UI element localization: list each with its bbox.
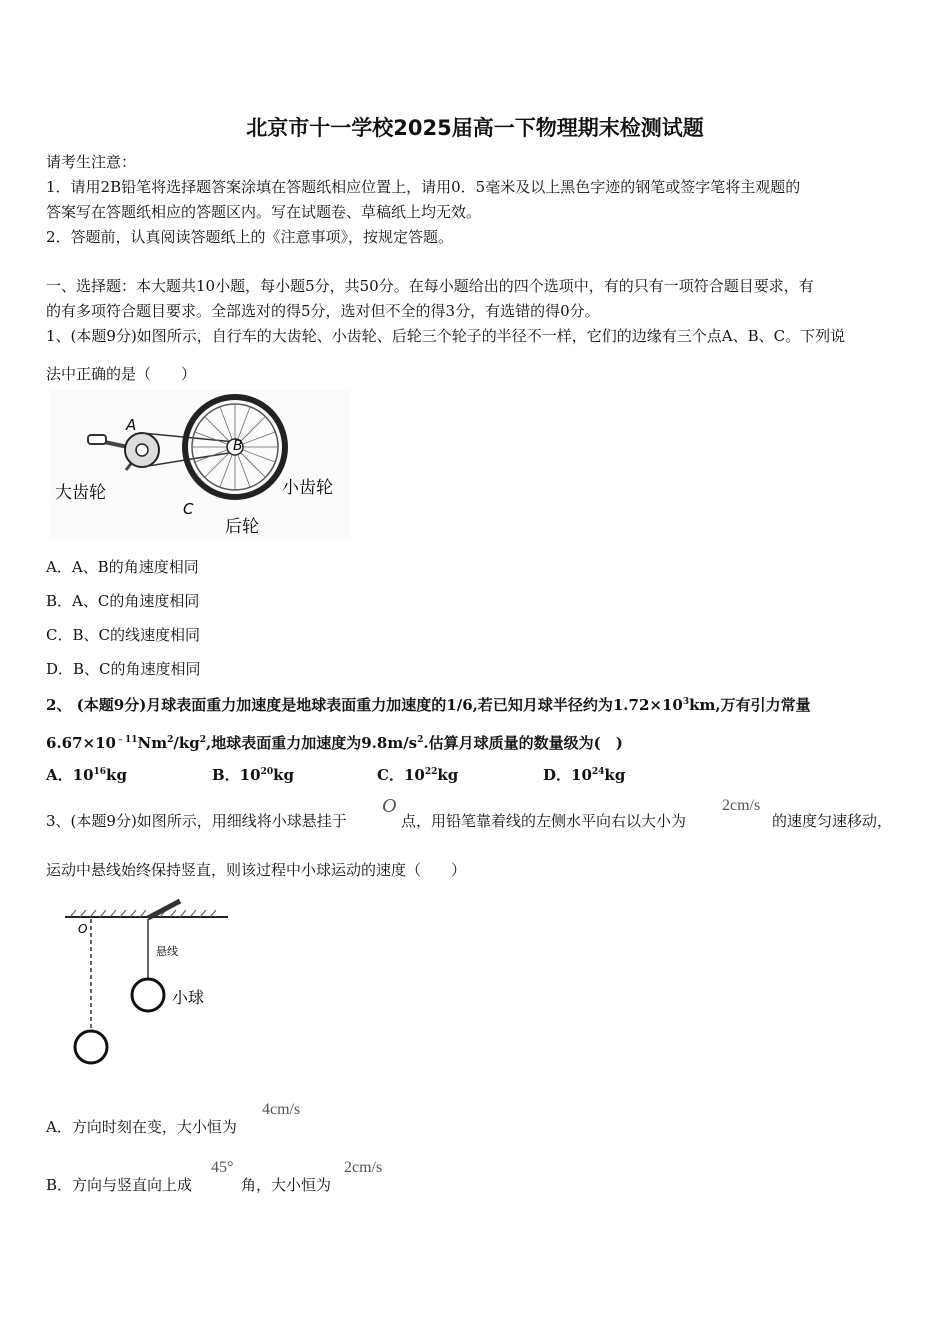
label-a: A: [126, 416, 137, 434]
q1-option-d: D．B、C的角速度相同: [46, 660, 201, 678]
q1-option-a: A．A、B的角速度相同: [46, 558, 199, 576]
notice-line-1: 1．请用2B铅笔将选择题答案涂填在答题纸相应位置上，请用0．5毫米及以上黑色字迹的钢笔或签字笔将主观题的: [46, 178, 801, 196]
q1-option-c: C．B、C的线速度相同: [46, 626, 200, 644]
q3-line-1-start: 3、(本题9分)如图所示，用细线将小球悬挂于: [46, 812, 347, 830]
q1-option-b: B．A、C的角速度相同: [46, 592, 200, 610]
label-b: B: [233, 438, 243, 454]
pendulum-string-label: 悬线: [156, 945, 178, 958]
q1-line-2: 法中正确的是（ ）: [46, 365, 197, 383]
q1-line-1: 1、(本题9分)如图所示，自行车的大齿轮、小齿轮、后轮三个轮子的半径不一样，它们的边缘有三个点A、B、C。下列说: [46, 327, 846, 345]
page-title: 北京市十一学校2025届高一下物理期末检测试题: [246, 116, 704, 140]
section-line-2: 的有多项符合题目要求。全部选对的得5分，选对但不全的得3分，有选错的得0分。: [46, 302, 600, 320]
notice-heading: 请考生注意：: [46, 153, 137, 171]
label-small-gear: 小齿轮: [282, 478, 333, 498]
label-rear-wheel: 后轮: [225, 517, 259, 537]
q3-line-1-end: 的速度匀速移动，: [772, 812, 893, 830]
section-line-1: 一、选择题：本大题共10小题，每小题5分，共50分。在每小题给出的四个选项中，有的只有一项符合题目要求，有: [46, 277, 814, 295]
q2-option-a: A．$10^{16}kg$: [46, 766, 127, 784]
q3-option-a-speed: 4cm/s: [262, 1101, 301, 1118]
q3-option-b-mid: 角，大小恒为: [241, 1176, 332, 1194]
pendulum-o-label: O: [78, 922, 88, 936]
q3-option-b-angle: 45°: [211, 1159, 234, 1176]
pendulum-ball-label: 小球: [172, 988, 205, 1007]
notice-line-1b: 答案写在答题纸相应的答题区内。写在试题卷、草稿纸上均无效。: [46, 203, 482, 221]
notice-line-2: 2．答题前，认真阅读答题纸上的《注意事项》，按规定答题。: [46, 228, 454, 246]
q2-line-2: $6.67\times 10^{﹣11}Nm^2/kg^2$,地球表面重力加速度为$9.8m/s^2$.估算月球质量的数量级为( ): [46, 734, 623, 752]
q2-option-c: C．$10^{22}kg$: [377, 766, 459, 784]
q2-option-b: B．$10^{20}kg$: [212, 766, 294, 784]
q3-option-b-speed: 2cm/s: [344, 1159, 383, 1176]
q3-line-1-mid: 点，用铅笔靠着线的左侧水平向右以大小为: [401, 812, 687, 830]
q2-line-1: 2、 (本题9分)月球表面重力加速度是地球表面重力加速度的1/6,若已知月球半径约为$1.72\times 10^3km$,万有引力常量: [46, 696, 811, 714]
q2-option-d: D．$10^{24}kg$: [543, 766, 626, 784]
q3-speed: 2cm/s: [722, 797, 761, 814]
label-big-gear: 大齿轮: [55, 483, 106, 503]
pendulum-figure: [60, 895, 240, 1070]
bicycle-figure: [50, 390, 350, 540]
q3-option-b: B．方向与竖直向上成: [46, 1176, 193, 1194]
label-c: C: [183, 500, 194, 518]
q3-line-2: 运动中悬线始终保持竖直，则该过程中小球运动的速度（ ）: [46, 861, 467, 879]
q3-option-a: A．方向时刻在变，大小恒为: [46, 1118, 237, 1136]
q3-point-o: O: [382, 795, 397, 817]
